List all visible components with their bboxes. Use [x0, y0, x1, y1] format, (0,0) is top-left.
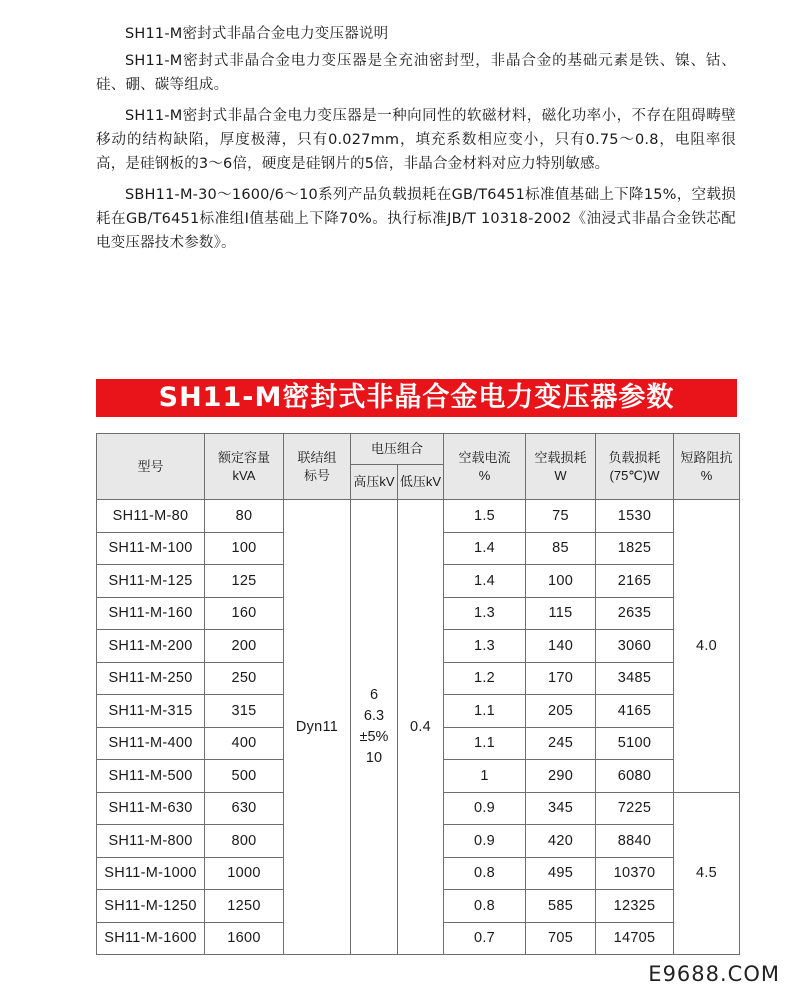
- cell-capacity: 800: [205, 825, 284, 858]
- cell-load-loss: 3060: [596, 630, 674, 663]
- header-capacity-line1: 额定容量: [217, 449, 270, 465]
- cell-load-loss: 3485: [596, 662, 674, 695]
- cell-noload-current: 0.7: [444, 922, 526, 955]
- intro-paragraph: SBH11-M-30～1600/6～10系列产品负载损耗在GB/T6451标准值基础上下降15%，空载损耗在GB/T6451标准组I值基础上下降70%。执行标准JB/T 10318-2002《油浸式非晶合金铁芯配电变压器技术参数》。: [96, 187, 736, 251]
- cell-noload-loss: 140: [526, 630, 596, 663]
- header-noload-loss-line2: W: [554, 467, 567, 483]
- cell-capacity: 500: [205, 760, 284, 793]
- cell-model: SH11-M-125: [97, 565, 205, 598]
- cell-model: SH11-M-315: [97, 695, 205, 728]
- cell-load-loss: 4165: [596, 695, 674, 728]
- header-capacity: [205, 434, 284, 500]
- cell-model: SH11-M-250: [97, 662, 205, 695]
- cell-load-loss: 2635: [596, 597, 674, 630]
- parameter-table: [96, 433, 740, 955]
- header-noload-current-line1: 空载电流: [458, 449, 511, 465]
- header-connection-group: [284, 434, 351, 500]
- cell-model: SH11-M-400: [97, 727, 205, 760]
- watermark: E9688.COM: [648, 962, 780, 986]
- cell-capacity: 125: [205, 565, 284, 598]
- header-impedance-line2: %: [700, 467, 713, 483]
- cell-noload-current: 0.8: [444, 857, 526, 890]
- high-voltage-value: 6: [369, 687, 379, 703]
- high-voltage-value: 10: [365, 750, 383, 766]
- cell-model: SH11-M-500: [97, 760, 205, 793]
- header-high-voltage: 高压kV: [351, 465, 398, 500]
- cell-noload-current: 0.8: [444, 890, 526, 923]
- cell-noload-loss: 345: [526, 792, 596, 825]
- cell-capacity: 200: [205, 630, 284, 663]
- cell-noload-current: 1.1: [444, 695, 526, 728]
- cell-noload-loss: 245: [526, 727, 596, 760]
- cell-noload-current: 1.3: [444, 630, 526, 663]
- header-impedance-line1: 短路阻抗: [680, 449, 733, 465]
- header-load-loss: [596, 434, 674, 500]
- cell-noload-current: 0.9: [444, 825, 526, 858]
- header-load-loss-line1: 负载损耗: [608, 449, 661, 465]
- cell-load-loss: 8840: [596, 825, 674, 858]
- cell-capacity: 400: [205, 727, 284, 760]
- cell-model: SH11-M-100: [97, 532, 205, 565]
- cell-noload-loss: 115: [526, 597, 596, 630]
- cell-impedance: 4.0: [674, 500, 740, 793]
- cell-noload-current: 1.2: [444, 662, 526, 695]
- cell-capacity: 80: [205, 500, 284, 533]
- cell-noload-loss: 495: [526, 857, 596, 890]
- cell-model: SH11-M-1250: [97, 890, 205, 923]
- cell-noload-current: 1.3: [444, 597, 526, 630]
- cell-load-loss: 14705: [596, 922, 674, 955]
- header-group-line1: 联结组: [297, 449, 337, 465]
- header-low-voltage: 低压kV: [398, 465, 444, 500]
- high-voltage-value: ±5%: [359, 729, 389, 745]
- header-group-line2: 标号: [303, 467, 330, 483]
- header-model: 型号: [97, 434, 205, 500]
- cell-noload-current: 1.4: [444, 532, 526, 565]
- cell-model: SH11-M-1600: [97, 922, 205, 955]
- cell-high-voltage: [351, 500, 398, 955]
- table-body: [97, 500, 740, 955]
- intro-text: [96, 22, 736, 262]
- header-noload-loss: [526, 434, 596, 500]
- cell-noload-loss: 205: [526, 695, 596, 728]
- cell-noload-current: 1: [444, 760, 526, 793]
- cell-noload-loss: 705: [526, 922, 596, 955]
- header-voltage-group: 电压组合: [351, 434, 444, 465]
- cell-capacity: 1600: [205, 922, 284, 955]
- cell-capacity: 630: [205, 792, 284, 825]
- cell-noload-loss: 170: [526, 662, 596, 695]
- cell-capacity: 100: [205, 532, 284, 565]
- cell-connection-group: Dyn11: [284, 500, 351, 955]
- cell-noload-loss: 290: [526, 760, 596, 793]
- cell-model: SH11-M-800: [97, 825, 205, 858]
- cell-model: SH11-M-630: [97, 792, 205, 825]
- cell-noload-current: 1.5: [444, 500, 526, 533]
- cell-capacity: 315: [205, 695, 284, 728]
- cell-noload-current: 0.9: [444, 792, 526, 825]
- cell-load-loss: 6080: [596, 760, 674, 793]
- header-noload-current: [444, 434, 526, 500]
- table-row: [97, 500, 740, 533]
- cell-noload-loss: 100: [526, 565, 596, 598]
- header-noload-loss-line1: 空载损耗: [534, 449, 587, 465]
- cell-capacity: 1000: [205, 857, 284, 890]
- cell-load-loss: 1825: [596, 532, 674, 565]
- cell-load-loss: 2165: [596, 565, 674, 598]
- cell-noload-loss: 75: [526, 500, 596, 533]
- cell-capacity: 1250: [205, 890, 284, 923]
- cell-model: SH11-M-200: [97, 630, 205, 663]
- cell-capacity: 160: [205, 597, 284, 630]
- header-impedance: [674, 434, 740, 500]
- header-capacity-line2: kVA: [232, 467, 256, 483]
- cell-model: SH11-M-160: [97, 597, 205, 630]
- cell-noload-loss: 420: [526, 825, 596, 858]
- intro-paragraph: SH11-M密封式非晶合金电力变压器是全充油密封型，非晶合金的基础元素是铁、镍、钴、硅、硼、碳等组成。: [96, 53, 736, 93]
- cell-load-loss: 5100: [596, 727, 674, 760]
- cell-low-voltage: 0.4: [398, 500, 444, 955]
- header-load-loss-line2: (75℃)W: [609, 467, 660, 483]
- header-noload-current-line2: %: [478, 467, 491, 483]
- cell-capacity: 250: [205, 662, 284, 695]
- cell-noload-loss: 585: [526, 890, 596, 923]
- cell-model: SH11-M-80: [97, 500, 205, 533]
- intro-paragraph: SH11-M密封式非晶合金电力变压器是一种向同性的软磁材料，磁化功率小，不存在阻碍畴壁移动的结构缺陷，厚度极薄，只有0.027mm，填充系数相应变小，只有0.75～0.8，电阻率很高，是硅钢板的3～6倍，硬度是硅钢片的5倍，非晶合金材料对应力特别敏感。: [96, 108, 736, 172]
- cell-impedance: 4.5: [674, 792, 740, 955]
- cell-noload-loss: 85: [526, 532, 596, 565]
- cell-load-loss: 7225: [596, 792, 674, 825]
- cell-noload-current: 1.1: [444, 727, 526, 760]
- cell-noload-current: 1.4: [444, 565, 526, 598]
- cell-model: SH11-M-1000: [97, 857, 205, 890]
- table-title-banner: SH11-M密封式非晶合金电力变压器参数: [96, 379, 737, 417]
- cell-load-loss: 1530: [596, 500, 674, 533]
- intro-heading: SH11-M密封式非晶合金电力变压器说明: [125, 26, 389, 42]
- cell-load-loss: 12325: [596, 890, 674, 923]
- cell-load-loss: 10370: [596, 857, 674, 890]
- high-voltage-value: 6.3: [363, 708, 385, 724]
